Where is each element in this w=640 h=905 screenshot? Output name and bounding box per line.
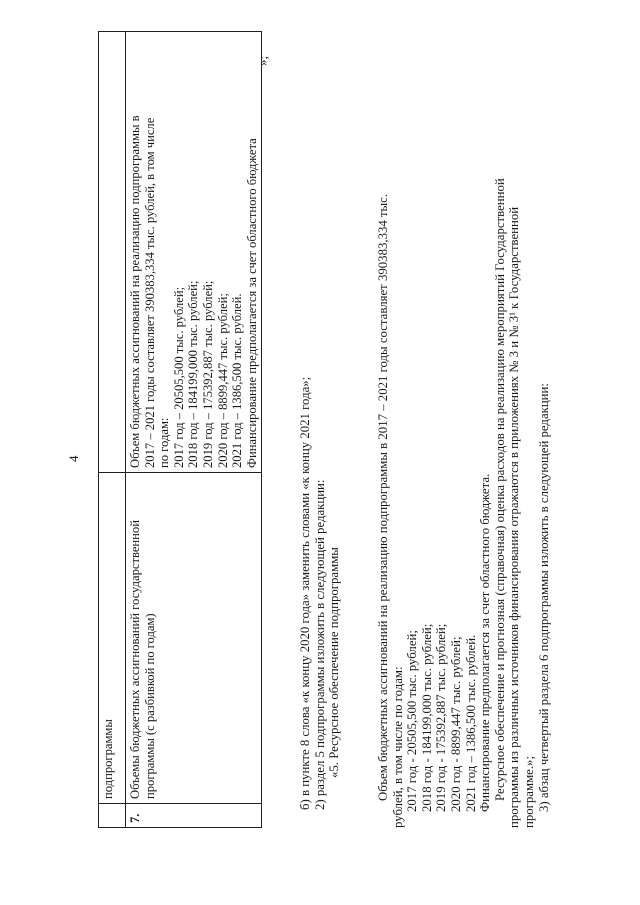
value-line: 2020 год – 8899,447 тыс. рублей; bbox=[215, 293, 230, 468]
paragraph-line: программе.»; bbox=[521, 755, 536, 828]
row-name: Объемы бюджетных ассигнований государственной программы (с разбивкой по годам) bbox=[126, 473, 262, 804]
table-cell bbox=[99, 32, 126, 473]
year-line: 2021 год – 1386,500 тыс. рублей. bbox=[463, 634, 478, 812]
year-line: 2020 год - 8899,447 тыс. рублей; bbox=[448, 636, 463, 812]
row-value bbox=[126, 32, 262, 473]
value-line: Объем бюджетных ассигнований на реализацию подпрограммы в bbox=[128, 115, 142, 468]
amendment-item-3: 3) абзац четвертый раздела 6 подпрограммы изложить в следующей редакции: bbox=[536, 383, 551, 812]
paragraph-line: рублей, в том числе по годам: bbox=[390, 666, 405, 828]
section-body bbox=[376, 31, 551, 828]
year-line: 2018 год - 184199,000 тыс. рублей; bbox=[419, 623, 434, 812]
closing-mark: »; bbox=[255, 55, 270, 66]
value-line: по годам: bbox=[157, 417, 172, 468]
passport-table bbox=[98, 31, 262, 828]
amendment-item-b: б) в пункте 8 слова «к концу 2020 года» заменить словами «к концу 2021 года»; bbox=[298, 376, 312, 810]
row-number: 7. bbox=[126, 804, 262, 828]
funding-note: Финансирование предполагается за счет областного бюджета. bbox=[478, 473, 493, 812]
year-line: 2017 год - 20505,500 тыс. рублей; bbox=[405, 630, 420, 812]
page-number: 4 bbox=[66, 455, 81, 462]
value-line: 2021 год – 1386,500 тыс. рублей. bbox=[230, 293, 245, 468]
amendment-text bbox=[298, 31, 342, 828]
value-line: 2017 – 2021 годы составляет 390383,334 тыс. рублей, в том числе bbox=[142, 117, 157, 468]
value-line: 2017 год – 20505,500 тыс. рублей; bbox=[171, 286, 186, 468]
table-row bbox=[126, 32, 262, 828]
table-cell: подпрограммы bbox=[99, 473, 126, 804]
value-line: Финансирование предполагается за счет областного бюджета bbox=[244, 138, 259, 468]
paragraph-line: программы из различных источников финансирования отражаются в приложениях № 3 и № 3¹ к Государственной bbox=[507, 206, 522, 828]
table-cell bbox=[99, 804, 126, 828]
value-line: 2018 год – 184199,000 тыс. рублей; bbox=[186, 280, 201, 468]
section-heading: «5. Ресурсное обеспечение подпрограммы bbox=[327, 547, 342, 778]
year-line: 2019 год - 175392,887 тыс. рублей; bbox=[434, 623, 449, 812]
paragraph-line: Объем бюджетных ассигнований на реализацию подпрограммы в 2017 – 2021 годы составляет 390383,334 тыс. bbox=[376, 193, 390, 801]
paragraph-line: Ресурсное обеспечение и прогнозная (справочная) оценка расходов на реализацию мероприятий Государственной bbox=[492, 178, 507, 801]
amendment-item-2: 2) раздел 5 подпрограммы изложить в следующей редакции: bbox=[312, 479, 327, 810]
value-line: 2019 год – 175392,887 тыс. рублей; bbox=[200, 280, 215, 468]
table-row bbox=[99, 32, 126, 828]
